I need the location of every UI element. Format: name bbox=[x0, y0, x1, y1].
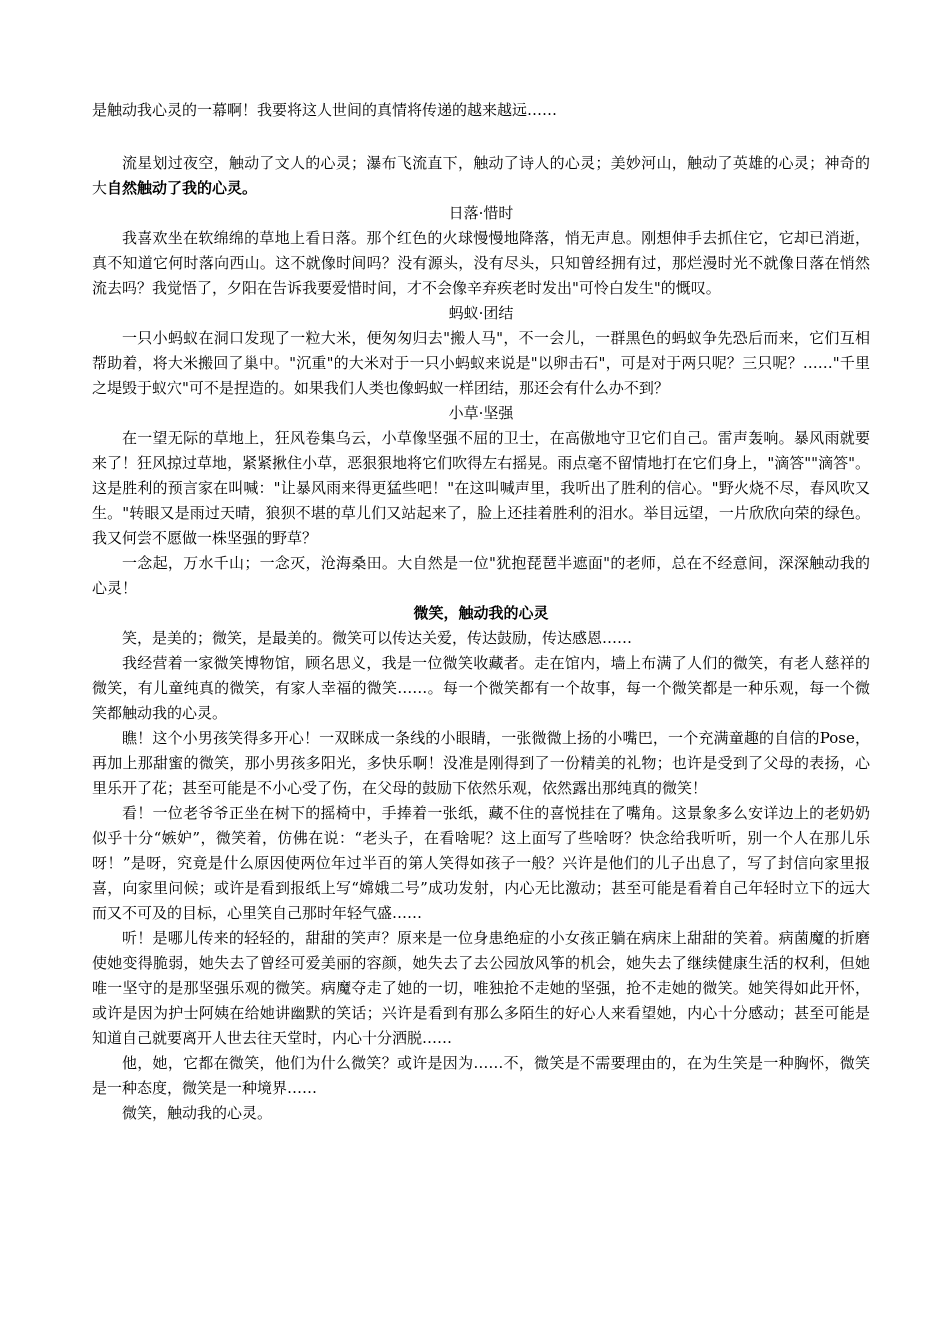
section-text-ants: 一只小蚂蚁在洞口发现了一粒大米，便匆匆归去"搬人马"，不一会儿，一群黑色的蚂蚁争先恐后而来，它们互相帮助着，将大米搬回了巢中。"沉重"的大米对于一只小蚂蚁来说是"以卵击石"，可是对于两只呢？三只呢？……"千里之堤毁于蚁穴"可不是捏造的。如果我们人类也像蚂蚁一样团结，那还会有什么办不到？ bbox=[92, 329, 870, 397]
essay2-title: 微笑，触动我的心灵 bbox=[413, 604, 549, 622]
essay2-paragraph: 他，她，它都在微笑，他们为什么微笑？或许是因为……不，微笑是不需要理由的，在为生笑是一种胸怀，微笑是一种态度，微笑是一种境界…… bbox=[92, 1054, 870, 1097]
essay2-paragraph: 微笑，触动我的心灵。 bbox=[122, 1104, 273, 1122]
essay1-opening bbox=[92, 151, 870, 201]
essay2-paragraph: 听！是哪儿传来的轻轻的，甜甜的笑声？原来是一位身患绝症的小女孩正躺在病床上甜甜的笑着。病菌魔的折磨使她变得脆弱，她失去了曾经可爱美丽的容颜，她失去了去公园放风筝的机会，她失去了继续健康生活的权利，但她唯一坚守的是那坚强乐观的微笑。病魔夺走了她的一切，唯独抢不走她的坚强，抢不走她的微笑。她笑得如此开怀，或许是因为护士阿姨在给她讲幽默的笑话；兴许是看到有那么多陌生的好心人来看望她，内心十分感动；甚至可能是知道自己就要离开人世去往天堂时，内心十分洒脱…… bbox=[92, 929, 870, 1047]
section-title-sunset: 日落·惜时 bbox=[448, 204, 514, 222]
section-text-grass: 在一望无际的草地上，狂风卷集乌云，小草像坚强不屈的卫士，在高傲地守卫它们自己。雷声轰响。暴风雨就要来了！狂风掠过草地，紧紧揪住小草，恶狠狠地将它们吹得左右摇晃。雨点毫不留情地打在它们身上，"滴答""滴答"。这是胜利的预言家在叫喊："让暴风雨来得更猛些吧！"在这叫喊声里，我听出了胜利的信心。"野火烧不尽，春风吹又生。"转眼又是雨过天晴，狼狈不堪的草儿们又站起来了，脸上还挂着胜利的泪水。举目远望，一片欣欣向荣的绿色。我又何尝不愿做一株坚强的野草？ bbox=[92, 429, 870, 547]
section-text-sunset: 我喜欢坐在软绵绵的草地上看日落。那个红色的火球慢慢地降落，悄无声息。刚想伸手去抓住它，它却已消逝，真不知道它何时落向西山。这不就像时间吗？没有源头，没有尽头，只知曾经拥有过，那烂漫时光不就像日落在悄然流去吗？我觉悟了，夕阳在告诉我要爱惜时间，才不会像辛弃疾老时发出"可怜白发生"的慨叹。 bbox=[92, 229, 870, 297]
section-title-ants: 蚂蚁·团结 bbox=[448, 304, 514, 322]
essay1-closing: 一念起，万水千山；一念灭，沧海桑田。大自然是一位"犹抱琵琶半遮面"的老师，总在不经意间，深深触动我的心灵！ bbox=[92, 554, 870, 597]
essay2-paragraph: 我经营着一家微笑博物馆，顾名思义，我是一位微笑收藏者。走在馆内，墙上布满了人们的微笑，有老人慈祥的微笑，有儿童纯真的微笑，有家人幸福的微笑……。每一个微笑都有一个故事，每一个微笑都是一种乐观，每一个微笑都触动我的心灵。 bbox=[92, 654, 870, 722]
essay1-opening-bold: 自然触动了我的心灵。 bbox=[107, 179, 258, 197]
essay2-paragraph: 瞧！这个小男孩笑得多开心！一双眯成一条线的小眼睛，一张微微上扬的小嘴巴，一个充满童趣的自信的Pose，再加上那甜蜜的微笑，那小男孩多阳光，多快乐啊！没准是刚得到了一份精美的礼物；也许是受到了父母的表扬，心里乐开了花；甚至可能是不小心受了伤，在父母的鼓励下依然乐观，依然露出那纯真的微笑！ bbox=[92, 729, 870, 797]
document-page bbox=[92, 98, 870, 1126]
section-title-grass: 小草·坚强 bbox=[448, 404, 514, 422]
intro-ending: 是触动我心灵的一幕啊！我要将这人世间的真情将传递的越来越远…… bbox=[92, 101, 558, 119]
paragraph-gap bbox=[92, 123, 870, 151]
essay2-paragraph: 笑，是美的；微笑，是最美的。微笑可以传达关爱，传达鼓励，传达感恩…… bbox=[122, 629, 633, 647]
essay1-opening-plain: 流星划过夜空，触动了文人的心灵；瀑布飞流直下，触动了诗人的心灵；美妙河山，触动了英雄的心灵；神奇的大 bbox=[92, 154, 870, 197]
essay2-paragraph: 看！一位老爷爷正坐在树下的摇椅中，手捧着一张纸，藏不住的喜悦挂在了嘴角。这景象多么安详边上的老奶奶似乎十分“嫉妒”，微笑着，仿佛在说：“老头子，在看啥呢？这上面写了些啥呀？快念给我听听，别一个人在那儿乐呀！”是呀，究竟是什么原因使两位年过半百的第人笑得如孩子一般？兴许是他们的儿子出息了，写了封信向家里报喜，向家里问候；或许是看到报纸上写“嫦娥二号”成功发射，内心无比激动；甚至可能是看着自己年轻时立下的远大而又不可及的目标，心里笑自己那时年轻气盛…… bbox=[92, 804, 870, 922]
